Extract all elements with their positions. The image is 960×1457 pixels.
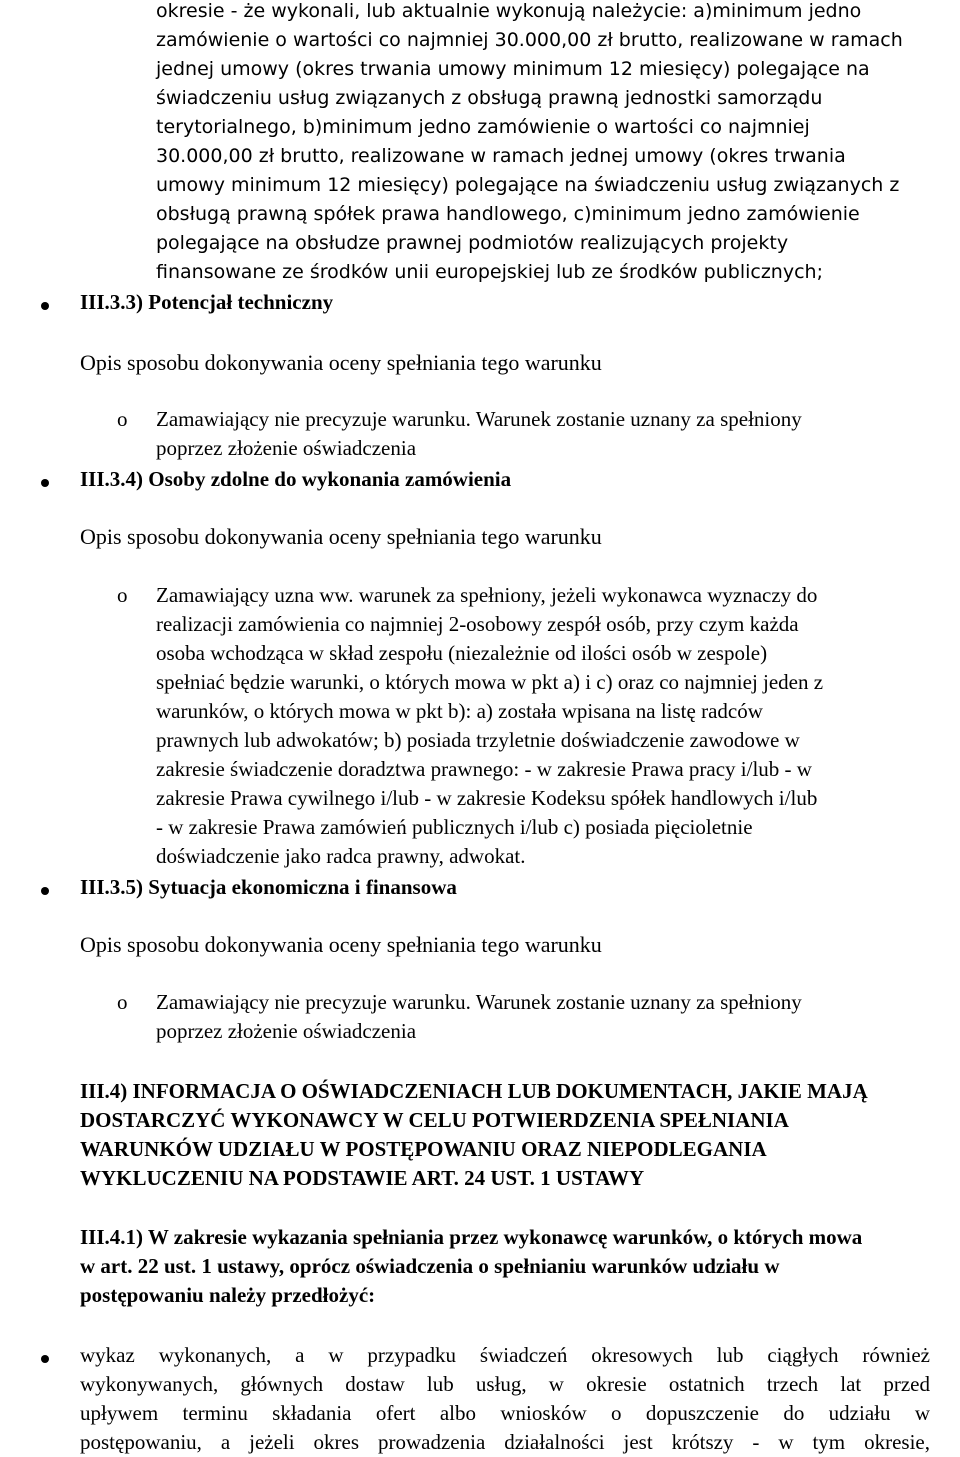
section-heading-line: III.4) INFORMACJA O OŚWIADCZENIACH LUB DOKUMENTACH, JAKIE MAJĄ [80, 1079, 868, 1103]
body-line: upływem terminu składania ofert albo wniosków o dopuszczenie do udziału w [80, 1401, 930, 1425]
circle-bullet-icon: o [117, 583, 128, 607]
bullet-icon [41, 887, 49, 895]
body-line: prawnych lub adwokatów; b) posiada trzyletnie doświadczenie zawodowe w [156, 728, 800, 752]
body-line: Zamawiający nie precyzuje warunku. Warunek zostanie uznany za spełniony [156, 990, 802, 1014]
section-subheading: Opis sposobu dokonywania oceny spełniania tego warunku [80, 932, 602, 957]
body-line: - w zakresie Prawa zamówień publicznych i/lub c) posiada pięcioletnie [156, 815, 753, 839]
section-heading-line: III.4.1) W zakresie wykazania spełniania przez wykonawcę warunków, o których mowa [80, 1225, 863, 1249]
circle-bullet-icon: o [117, 990, 128, 1014]
section-subheading: Opis sposobu dokonywania oceny spełniania tego warunku [80, 350, 602, 375]
intro-line: finansowane ze środków unii europejskiej lub ze środków publicznych; [156, 261, 823, 283]
body-line: poprzez złożenie oświadczenia [156, 1019, 417, 1043]
body-line: postępowaniu, a jeżeli okres prowadzenia działalności jest krótszy - w tym okresie, [80, 1430, 930, 1454]
section-heading-line: WARUNKÓW UDZIAŁU W POSTĘPOWANIU ORAZ NIEPODLEGANIA [80, 1137, 767, 1161]
intro-line: obsługą prawną spółek prawa handlowego, c)minimum jedno zamówienie [156, 203, 860, 225]
body-line: wykonywanych, głównych dostaw lub usług, w okresie ostatnich trzech lat przed [80, 1372, 930, 1396]
body-line: spełniać będzie warunki, o których mowa w pkt a) i c) oraz co najmniej jeden z [156, 670, 824, 694]
body-line: zakresie Prawa cywilnego i/lub - w zakresie Kodeksu spółek handlowych i/lub [156, 786, 818, 810]
intro-line: 30.000,00 zł brutto, realizowane w ramach jednej umowy (okres trwania [156, 145, 846, 167]
body-line: wykaz wykonanych, a w przypadku świadczeń okresowych lub ciągłych również [80, 1343, 930, 1367]
intro-line: umowy minimum 12 miesięcy) polegające na świadczeniu usług związanych z [156, 174, 900, 196]
section-heading-line: postępowaniu należy przedłożyć: [80, 1283, 376, 1307]
body-line: Zamawiający uzna ww. warunek za spełniony, jeżeli wykonawca wyznaczy do [156, 583, 818, 607]
section-subheading: Opis sposobu dokonywania oceny spełniania tego warunku [80, 524, 602, 549]
body-line: Zamawiający nie precyzuje warunku. Warunek zostanie uznany za spełniony [156, 407, 802, 431]
section-heading: III.3.4) Osoby zdolne do wykonania zamówienia [80, 467, 512, 491]
section-heading: III.3.5) Sytuacja ekonomiczna i finansowa [80, 875, 457, 899]
bullet-icon [41, 479, 49, 487]
section-heading-line: WYKLUCZENIU NA PODSTAWIE ART. 24 UST. 1 USTAWY [80, 1166, 645, 1190]
body-line: osoba wchodząca w skład zespołu (niezależnie od ilości osób w zespole) [156, 641, 768, 665]
section-heading-line: DOSTARCZYĆ WYKONAWCY W CELU POTWIERDZENIA SPEŁNIANIA [80, 1108, 789, 1132]
body-line: warunków, o których mowa w pkt b): a) została wpisana na listę radców [156, 699, 763, 723]
bullet-icon [41, 302, 49, 310]
intro-line: terytorialnego, b)minimum jedno zamówienie o wartości co najmniej [156, 116, 810, 138]
body-line: poprzez złożenie oświadczenia [156, 436, 417, 460]
circle-bullet-icon: o [117, 407, 128, 431]
body-line: realizacji zamówienia co najmniej 2-osobowy zespół osób, przy czym każda [156, 612, 799, 636]
body-line: doświadczenie jako radca prawny, adwokat. [156, 844, 526, 868]
intro-line: polegające na obsłudze prawnej podmiotów realizujących projekty [156, 232, 789, 254]
intro-line: zamówienie o wartości co najmniej 30.000,00 zł brutto, realizowane w ramach [156, 29, 903, 51]
intro-line: świadczeniu usług związanych z obsługą prawną jednostki samorządu [156, 87, 823, 109]
intro-line: jednej umowy (okres trwania umowy minimum 12 miesięcy) polegające na [156, 58, 870, 80]
bullet-icon [41, 1355, 49, 1363]
body-line: zakresie świadczenie doradztwa prawnego: - w zakresie Prawa pracy i/lub - w [156, 757, 812, 781]
intro-line: okresie - że wykonali, lub aktualnie wykonują należycie: a)minimum jedno [156, 0, 862, 22]
section-heading-line: w art. 22 ust. 1 ustawy, oprócz oświadczenia o spełnianiu warunków udziału w [80, 1254, 780, 1278]
section-heading: III.3.3) Potencjał techniczny [80, 290, 334, 314]
